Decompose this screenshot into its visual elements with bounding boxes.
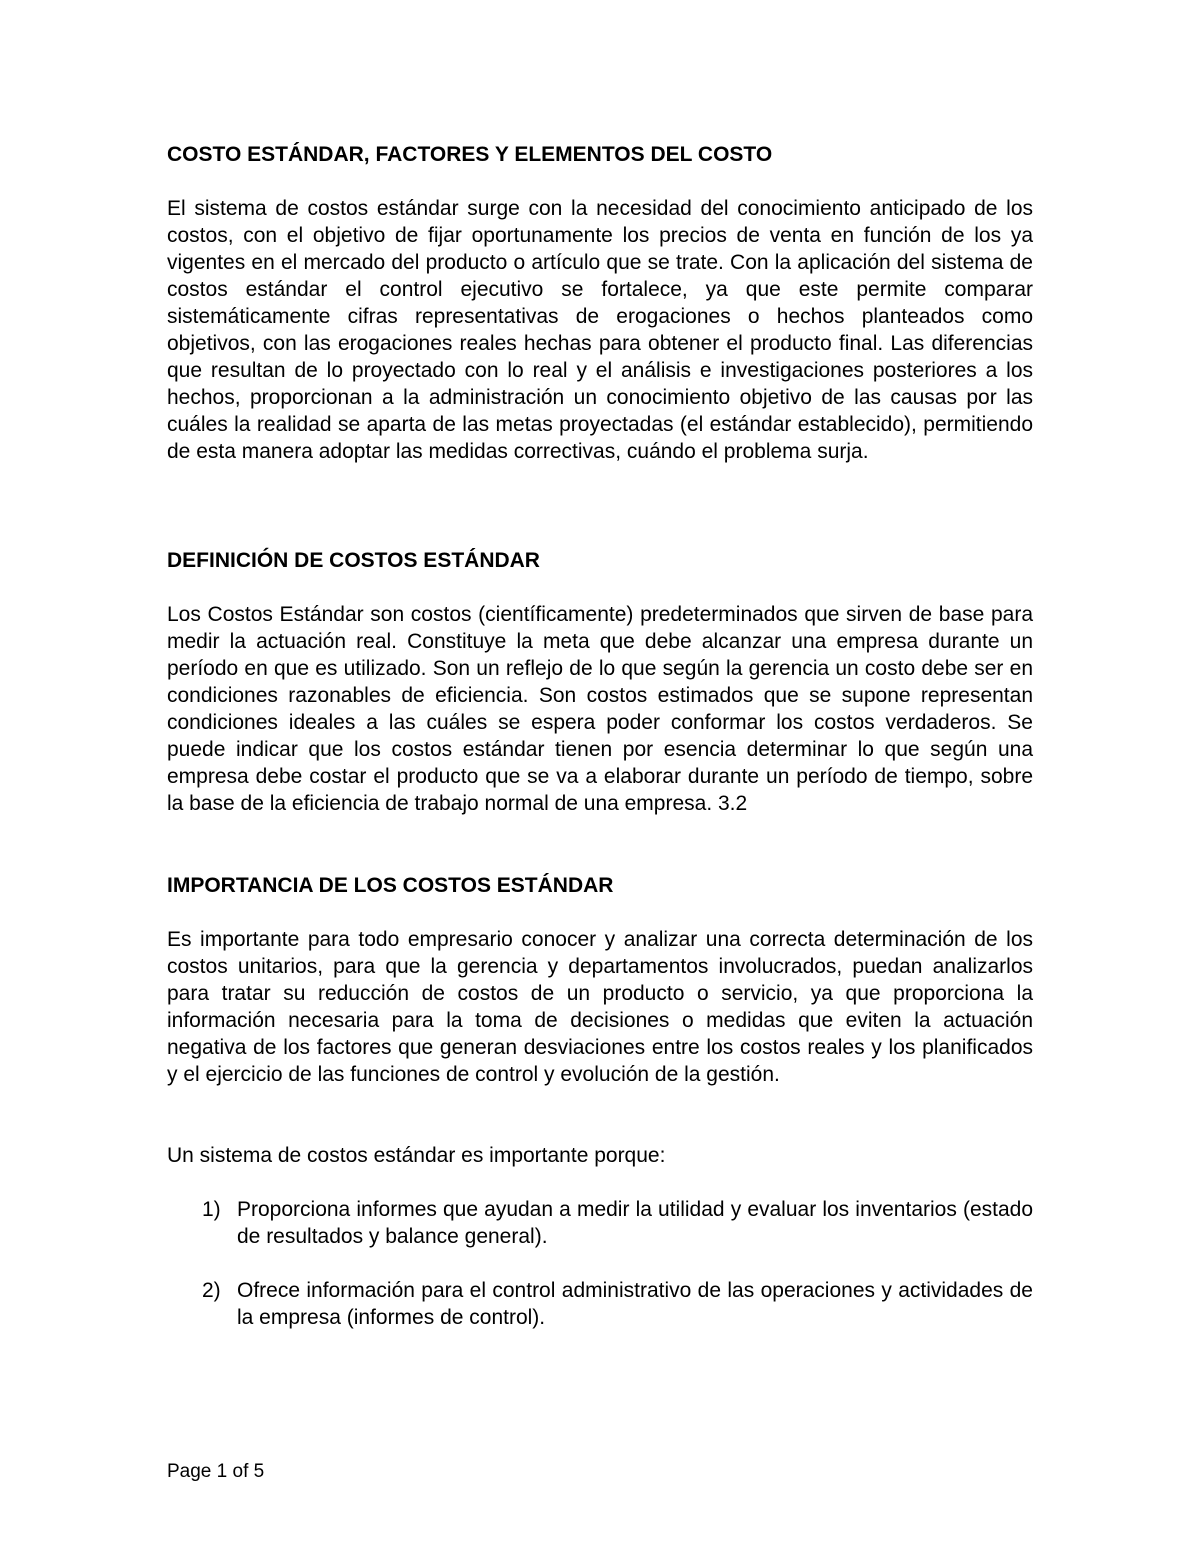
list-item-number: 1) (202, 1198, 221, 1221)
document-page (167, 0, 1033, 1553)
paragraph-costo-estandar: El sistema de costos estándar surge con la necesidad del conocimiento anticipado de los costos, con el objetivo de fijar oportunamente los precios de venta en función de los ya vigentes en el mercado del producto o artículo que se trate. Con la aplicación del sistema de costos estándar el control ejecutivo se fortalece, ya que este permite comparar sistemáticamente cifras representativas de erogaciones o hechos planteados como objetivos, con las erogaciones reales hechas para obtener el producto final. Las diferencias que resultan de lo proyectado con lo real y el análisis e investigaciones posteriores a los hechos, proporcionan a la administración un conocimiento objetivo de las causas por las cuáles la realidad se aparta de las metas proyectadas (el estándar establecido), permitiendo de esta manera adoptar las medidas correctivas, cuándo el problema surja. (167, 197, 1033, 463)
section-heading-definicion: DEFINICIÓN DE COSTOS ESTÁNDAR (167, 549, 540, 572)
paragraph-importancia: Es importante para todo empresario conocer y analizar una correcta determinación de los costos unitarios, para que la gerencia y departamentos involucrados, puedan analizarlos para tratar su reducción de costos de un producto o servicio, ya que proporciona la información necesaria para la toma de decisiones o medidas que eviten la actuación negativa de los factores que generan desviaciones entre los costos reales y los planificados y el ejercicio de las funciones de control y evolución de la gestión. (167, 928, 1033, 1086)
list-item-text: Proporciona informes que ayudan a medir la utilidad y evaluar los inventarios (estado de resultados y balance general). (237, 1198, 1033, 1248)
list-item-number: 2) (202, 1279, 221, 1302)
list-item-text: Ofrece información para el control administrativo de las operaciones y actividades de la empresa (informes de control). (237, 1279, 1033, 1329)
page-footer: Page 1 of 5 (167, 1461, 265, 1482)
list-intro-line: Un sistema de costos estándar es importante porque: (167, 1144, 666, 1167)
section-heading-importancia: IMPORTANCIA DE LOS COSTOS ESTÁNDAR (167, 874, 614, 897)
paragraph-definicion: Los Costos Estándar son costos (científicamente) predeterminados que sirven de base para medir la actuación real. Constituye la meta que debe alcanzar una empresa durante un período en que es utilizado. Son un reflejo de lo que según la gerencia un costo debe ser en condiciones razonables de eficiencia. Son costos estimados que se supone representan condiciones ideales a las cuáles se espera poder conformar los costos verdaderos. Se puede indicar que los costos estándar tienen por esencia determinar lo que según una empresa debe costar el producto que se va a elaborar durante un período de tiempo, sobre la base de la eficiencia de trabajo normal de una empresa. 3.2 (167, 603, 1033, 815)
section-heading-costo-estandar: COSTO ESTÁNDAR, FACTORES Y ELEMENTOS DEL COSTO (167, 143, 773, 166)
